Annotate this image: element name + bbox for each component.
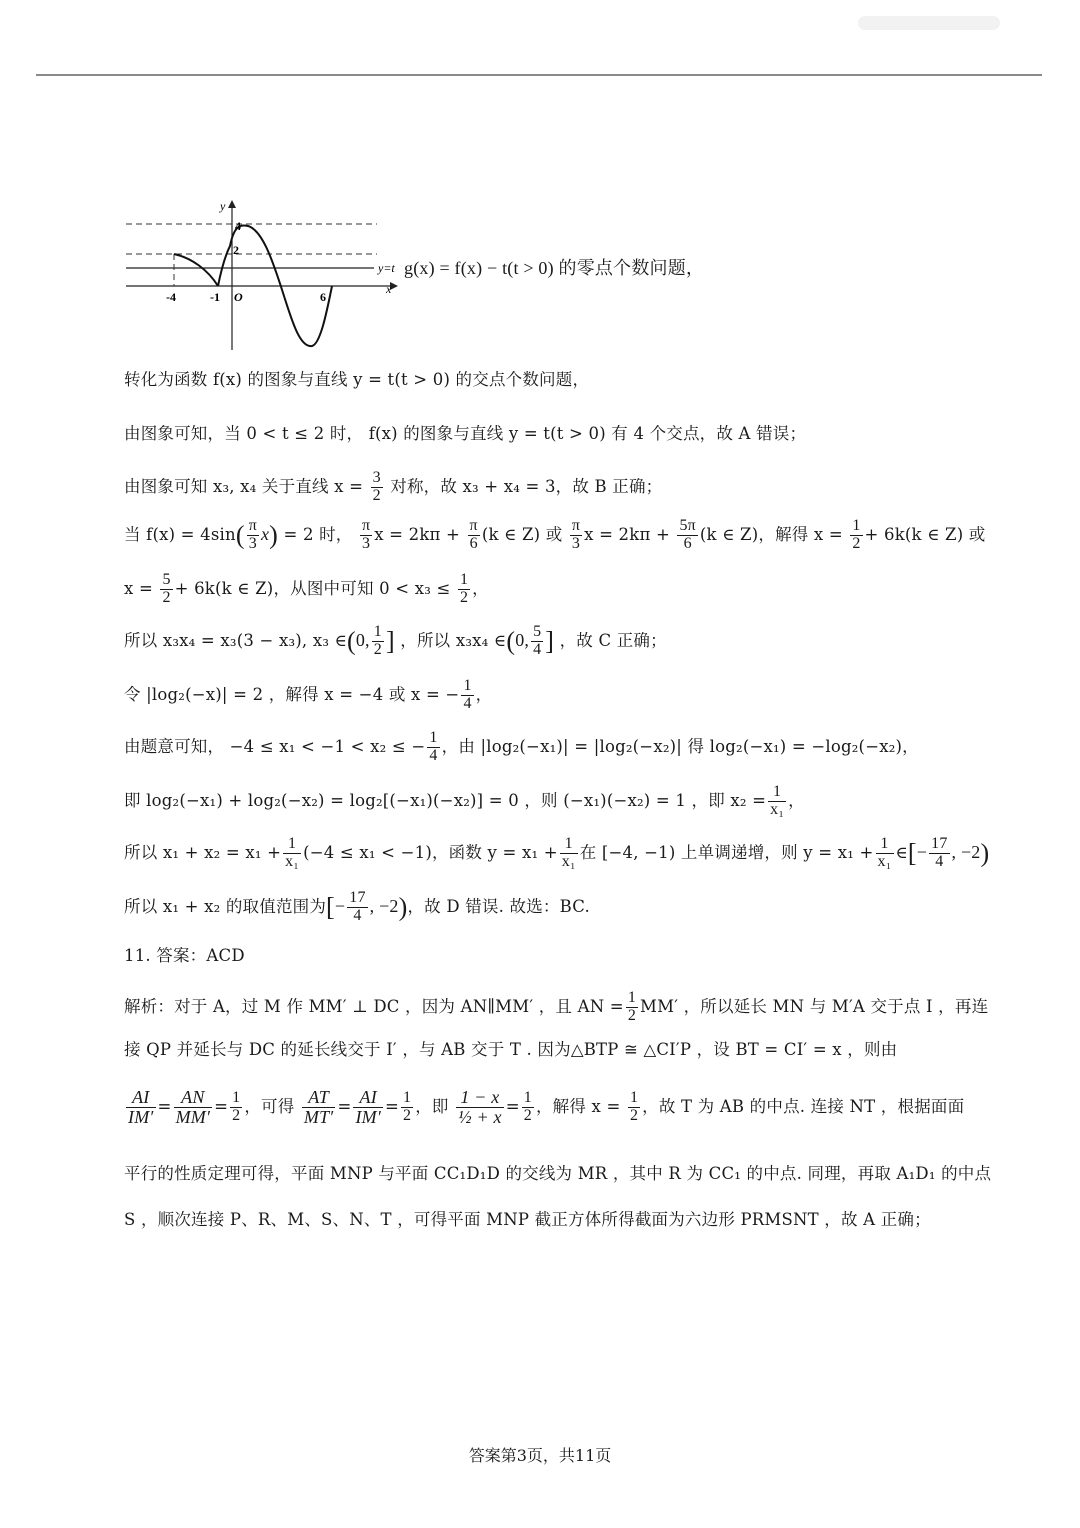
var-x: x — [260, 523, 270, 544]
frac-num: AT — [302, 1088, 336, 1108]
frac-pi-6 — [468, 518, 480, 553]
frac-1-2 — [850, 518, 862, 553]
frac-den: ½ + x — [458, 1106, 502, 1127]
frac-den: x₁ — [561, 852, 576, 870]
frac-1-2h — [628, 1090, 640, 1125]
frac-den: 2 — [459, 588, 469, 606]
frac-den: 2 — [372, 486, 381, 504]
text-line-10 — [124, 784, 805, 819]
line-11-part-c: 在 [−4, −1) 上单调递增，则 y = x₁ + — [579, 842, 874, 862]
frac-num: 17 — [931, 835, 948, 852]
frac-den: 3 — [248, 534, 257, 552]
line-5-part-c: x = 2kπ + — [374, 524, 461, 544]
line-16-part-c: ，解得 x = — [535, 1096, 621, 1116]
frac-den: 6 — [683, 534, 692, 552]
curve-log-branch — [174, 254, 218, 286]
text-line-1: g(x) = f(x) − t(t > 0) 的零点个数问题， — [404, 258, 705, 278]
frac-5-2 — [160, 572, 172, 607]
frac-num: 1 — [373, 623, 382, 640]
frac-den: 2 — [162, 588, 171, 606]
frac-den: 2 — [232, 1106, 241, 1124]
frac-num: 1 — [768, 784, 786, 802]
frac-den: 2 — [523, 1106, 532, 1124]
y-tick-4: 4 — [235, 219, 241, 233]
frac-den: 4 — [935, 852, 944, 870]
frac-num: AI — [353, 1088, 383, 1108]
line-12-part-a: 所以 x₁ + x₂ 的取值范围为 — [124, 896, 327, 916]
line-6-part-b: + 6k(k ∈ Z)，从图中可知 0 < x₃ ≤ — [174, 578, 451, 598]
line-16-part-a: ，可得 — [244, 1096, 295, 1116]
frac-num: 1 — [463, 677, 472, 694]
frac-den: 3 — [571, 534, 581, 552]
frac-num: 1 — [560, 836, 578, 854]
text-line-7 — [124, 624, 667, 659]
line-11-part-a: 所以 x₁ + x₂ = x₁ + — [124, 842, 282, 862]
paren-close: ) — [269, 520, 279, 550]
paren-open: ( — [506, 626, 516, 656]
bracket-close: ] — [545, 626, 555, 656]
frac-3-2 — [371, 470, 383, 505]
frac-17-4b — [347, 890, 367, 925]
frac-num: 17 — [349, 889, 366, 906]
line-6-part-a: x = — [124, 578, 153, 598]
line-5-part-a: 当 f(x) = 4sin — [124, 524, 236, 544]
line-5-part-f: (k ∈ Z)，解得 x = — [699, 524, 843, 544]
frac-AN-MMp — [174, 1088, 213, 1127]
x-axis-label: x — [386, 282, 392, 296]
frac-1-4b — [427, 730, 439, 765]
interval-right: , −2 — [951, 841, 981, 862]
frac-5-4 — [531, 624, 543, 659]
frac-den: 2 — [627, 1006, 637, 1024]
frac-den: 3 — [361, 534, 371, 552]
frac-AT-MTp — [302, 1088, 336, 1127]
frac-den: 4 — [463, 694, 472, 712]
text-line-4 — [124, 470, 662, 505]
frac-den: 2 — [852, 534, 861, 552]
paren-close: ) — [980, 838, 990, 868]
line-12-part-b: ，故 D 错误. 故选：BC. — [407, 896, 590, 916]
line-7-part-a: 所以 x₃x₄ = x₃(3 − x₃), x₃ ∈ — [124, 630, 347, 650]
line-4-part-b: 对称，故 x₃ + x₄ = 3，故 B 正确； — [390, 476, 663, 496]
line-7-part-b: ，所以 x₃x₄ ∈ — [400, 630, 507, 650]
frac-num: 1 − x — [456, 1088, 504, 1108]
bracket-close: ] — [385, 626, 395, 656]
text-line-18: S ，顺次连接 P、R、M、S、N、T ，可得平面 MNP 截正方体所得截面为六边形 PRMSNT ，故 A 正确； — [124, 1210, 931, 1229]
frac-compound — [456, 1088, 504, 1127]
answer-11-heading: 11. 答案：ACD — [124, 946, 245, 965]
text-line-6 — [124, 572, 489, 607]
frac-1-2g — [522, 1090, 534, 1125]
frac-num: AI — [126, 1088, 156, 1108]
frac-1-2f — [401, 1090, 413, 1125]
frac-num: 1 — [627, 989, 637, 1006]
bracket-open: [ — [326, 892, 335, 922]
frac-num: 1 — [232, 1089, 241, 1107]
frac-den: 2 — [403, 1106, 412, 1124]
interval-left: 0, — [355, 629, 370, 650]
frac-num: 5 — [533, 623, 542, 640]
x-tick-6: 6 — [320, 290, 326, 304]
frac-num: 1 — [523, 1089, 532, 1107]
minus-sign: − — [334, 895, 346, 916]
paren-open: ( — [235, 520, 245, 550]
frac-pi-3c — [570, 518, 582, 553]
paren-open: ( — [347, 626, 356, 656]
line-5-part-d: (k ∈ Z) 或 — [481, 524, 563, 544]
frac-num: AN — [174, 1088, 213, 1108]
line-4-part-a: 由图象可知 x₃, x₄ 关于直线 x = — [124, 476, 364, 496]
frac-den: 4 — [429, 746, 438, 764]
frac-1-x1c — [560, 836, 578, 871]
x-tick-neg1: -1 — [210, 290, 220, 304]
line-8-part-a: 令 |log₂(−x)| = 2 ，解得 x = −4 或 x = − — [124, 684, 460, 704]
frac-den: MT′ — [303, 1106, 334, 1127]
corner-smudge — [858, 16, 1000, 30]
y-axis-arrow — [228, 200, 236, 208]
frac-num: π — [361, 517, 371, 534]
frac-den: IM′ — [355, 1106, 381, 1127]
frac-num: 5π — [679, 517, 696, 534]
frac-1-2c — [372, 624, 384, 659]
frac-den: x₁ — [877, 852, 892, 870]
interval-right: , −2 — [369, 895, 399, 916]
bracket-open: [ — [907, 838, 917, 868]
line-8-part-b: ， — [475, 684, 493, 704]
frac-1-x1 — [768, 784, 786, 819]
text-line-15: 接 QP 并延长与 DC 的延长线交于 I′ ，与 AB 交于 T . 因为△BTP ≅ △CI′P ，设 BT = CI′ = x ，则由 — [124, 1040, 898, 1059]
frac-num: 1 — [629, 1089, 639, 1107]
text-line-12 — [124, 890, 590, 925]
frac-num: π — [469, 517, 478, 534]
line-5-part-g: + 6k(k ∈ Z) 或 — [864, 524, 986, 544]
line-6-part-c: ， — [472, 578, 489, 598]
frac-den: 2 — [629, 1106, 639, 1124]
line-14-part-b: MM′ ，所以延长 MN 与 M′A 交于点 I ，再连 — [640, 996, 989, 1016]
x-tick-neg4: -4 — [166, 290, 176, 304]
frac-5pi-6 — [677, 518, 697, 553]
line-11-part-b: (−4 ≤ x₁ < −1)，函数 y = x₁ + — [303, 842, 558, 862]
frac-AI-IMp-b — [353, 1088, 383, 1127]
line-14-part-a: 解析：对于 A，过 M 作 MM′ ⊥ DC ，因为 AN∥MM′ ，且 AN = — [124, 996, 624, 1016]
frac-AI-IMp — [126, 1088, 156, 1127]
frac-1-x1d — [876, 836, 894, 871]
frac-1-2b — [458, 572, 470, 607]
frac-1-2d — [626, 990, 638, 1025]
frac-1-x1b — [283, 836, 301, 871]
frac-num: π — [571, 517, 581, 534]
line-10-part-b: ， — [788, 790, 805, 810]
paren-close: ) — [398, 892, 408, 922]
text-line-14 — [124, 990, 988, 1025]
frac-num: 1 — [403, 1089, 412, 1107]
frac-den: x₁ — [285, 852, 300, 870]
frac-num: 5 — [162, 571, 171, 588]
frac-1-4 — [461, 678, 473, 713]
text-line-16: $\frac{AI}{IM'}$ = $\frac{AN}{MM'}$ = $\frac{1}{2}$ ，可得 $\frac{AT}{MT'}$ = $\frac{AI}{IM'}$ = $\frac{1}{2}$ ，即 $\frac{1 - x}{\text{½ + x}}$ = $\frac{1}{2}$ ，解得 x = $\frac{1}{2}$ ，故 T 为 AB 的中点. 连接 NT ，根据面面 — [128, 1087, 965, 1127]
frac-den: x₁ — [770, 800, 785, 818]
text-line-9 — [124, 730, 919, 765]
frac-1-2e — [230, 1090, 242, 1125]
frac-num: π — [248, 517, 257, 534]
line-16-part-d: ，故 T 为 AB 的中点. 连接 NT ，根据面面 — [642, 1096, 965, 1116]
frac-den: 6 — [469, 534, 478, 552]
y-axis-label: y — [220, 199, 226, 213]
line-9-part-a: 由题意可知， −4 ≤ x₁ < −1 < x₂ ≤ − — [124, 736, 426, 756]
line-5-part-e: x = 2kπ + — [584, 524, 670, 544]
frac-pi-3b — [360, 518, 372, 553]
line-7-part-c: ，故 C 正确； — [559, 630, 667, 650]
minus-sign: − — [916, 841, 928, 862]
frac-num: 1 — [429, 729, 438, 746]
frac-17-4 — [929, 836, 949, 871]
origin-label: O — [234, 290, 243, 304]
frac-den: MM′ — [175, 1106, 211, 1127]
text-line-3: 由图象可知，当 0 < t ≤ 2 时， f(x) 的图象与直线 y = t(t > 0) 有 4 个交点，故 A 错误； — [124, 424, 807, 443]
line-5-part-b: = 2 时， — [283, 524, 353, 544]
function-graph — [122, 196, 402, 352]
text-line-17: 平行的性质定理可得，平面 MNP 与平面 CC₁D₁D 的交线为 MR ，其中 R 为 CC₁ 的中点. 同理，再取 A₁D₁ 的中点 — [124, 1164, 992, 1183]
frac-num: 1 — [283, 836, 301, 854]
text-line-8 — [124, 678, 492, 713]
header-rule — [36, 74, 1042, 76]
line-label-y-t: y=t — [378, 261, 395, 275]
frac-den: 2 — [373, 640, 382, 658]
text-line-5 — [124, 518, 986, 553]
frac-den: 4 — [533, 640, 542, 658]
line-10-part-a: 即 log₂(−x₁) + log₂(−x₂) = log₂[(−x₁)(−x₂)] = 0 ，则 (−x₁)(−x₂) = 1 ，即 x₂ = — [124, 790, 767, 810]
line-16-part-b: ，即 — [415, 1096, 449, 1116]
frac-den: IM′ — [128, 1106, 154, 1127]
frac-num: 1 — [876, 836, 894, 854]
frac-num: 1 — [459, 571, 469, 588]
frac-den: 4 — [353, 906, 362, 924]
frac-num: 1 — [852, 517, 861, 534]
frac-num: 3 — [372, 469, 381, 486]
page-footer: 答案第3页，共11页 — [468, 1446, 612, 1465]
line-9-part-b: ，由 |log₂(−x₁)| = |log₂(−x₂)| 得 log₂(−x₁) = −log₂(−x₂)， — [441, 736, 919, 756]
text-line-2: 转化为函数 f(x) 的图象与直线 y = t(t > 0) 的交点个数问题， — [124, 370, 590, 389]
frac-pi-3 — [247, 518, 259, 553]
line-11-part-d: ∈ — [895, 842, 908, 862]
interval-left: 0, — [515, 629, 530, 650]
y-tick-2: 2 — [233, 243, 239, 257]
text-line-11 — [124, 836, 989, 871]
